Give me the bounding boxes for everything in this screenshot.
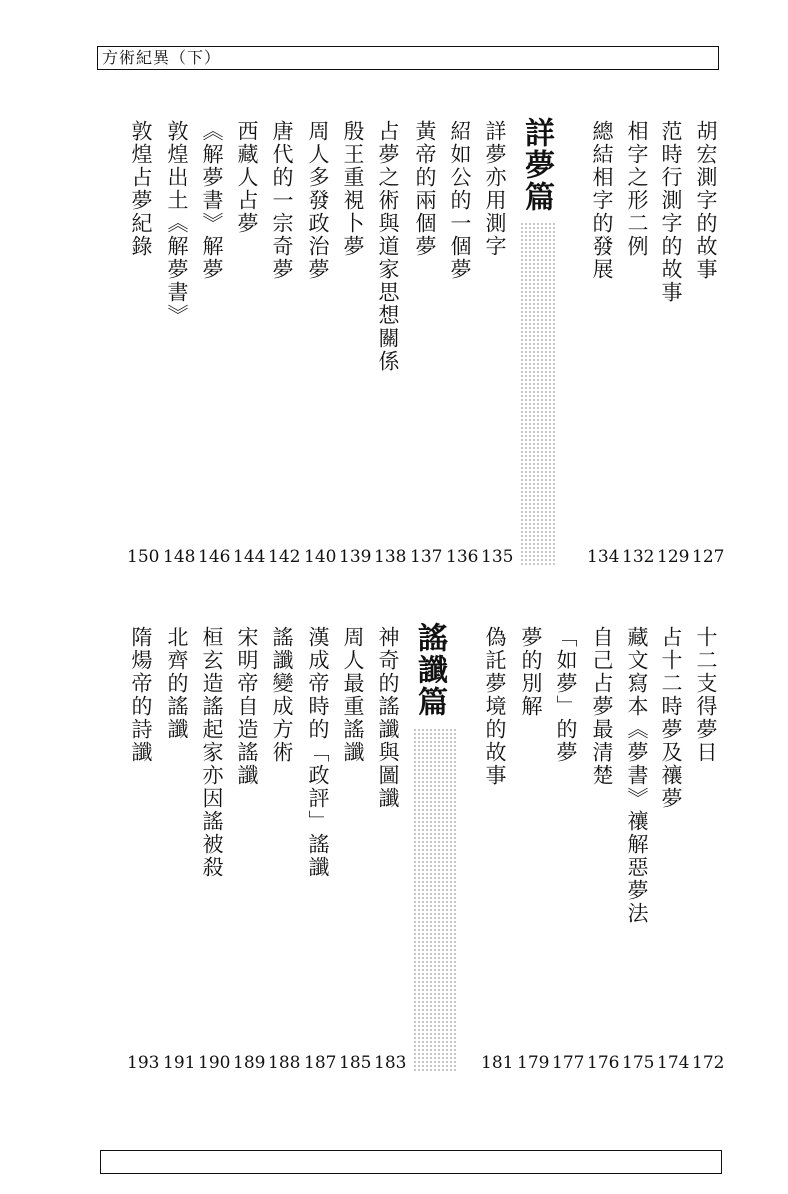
page-number: 140: [304, 547, 337, 567]
toc-entry-title: 夢的別解: [519, 626, 543, 718]
page-number: 191: [163, 1053, 196, 1073]
toc-entry-title: 占十二時夢及禳夢: [659, 626, 683, 810]
toc-entry-title: 十二支得夢日: [694, 626, 718, 764]
header-title: 方術紀異（下）: [102, 48, 222, 67]
page-number: 190: [198, 1053, 231, 1073]
page-number: 129: [657, 547, 690, 567]
page-number: 179: [517, 1053, 550, 1073]
page-number: 150: [127, 547, 160, 567]
page-number: 135: [481, 547, 514, 567]
toc-entry-title: 敦煌占夢紀錄: [129, 120, 153, 258]
running-header: [97, 46, 719, 70]
running-footer: [100, 1150, 722, 1174]
page-number: 139: [339, 547, 372, 567]
toc-entry-title: 西藏人占夢: [235, 120, 259, 235]
page-number: 144: [233, 547, 266, 567]
page-number: 183: [374, 1053, 407, 1073]
page-number: 136: [446, 547, 479, 567]
toc-entry-title: 周人最重謠讖: [341, 626, 365, 764]
page-number: 193: [127, 1053, 160, 1073]
toc-entry-title: 神奇的謠讖與圖讖: [376, 626, 400, 810]
toc-entry-title: 范時行測字的故事: [659, 120, 683, 304]
toc-entry-title: 「如夢」的夢: [554, 626, 578, 764]
toc-entry-title: 偽託夢境的故事: [483, 626, 507, 787]
toc-entry-title: 謠讖變成方術: [270, 626, 294, 764]
page-number: 188: [268, 1053, 301, 1073]
toc-entry-title: 殷王重視卜夢: [341, 120, 365, 258]
section-heading-dreams: 詳夢篇: [519, 117, 554, 213]
toc-entry-title: 自己占夢最清楚: [590, 626, 614, 787]
toc-entry-title: 胡宏測字的故事: [694, 120, 718, 281]
toc-entry-title: 桓玄造謠起家亦因謠被殺: [200, 626, 224, 879]
toc-entry-title: 占夢之術與道家思想關係: [376, 120, 400, 373]
page-number: 138: [374, 547, 407, 567]
page-number: 134: [587, 547, 620, 567]
toc-entry-title: 唐代的一宗奇夢: [270, 120, 294, 281]
toc-entry-title: 紹如公的一個夢: [448, 120, 472, 281]
page-number: 181: [481, 1053, 514, 1073]
page-number: 174: [657, 1053, 690, 1073]
toc-entry-title: 總結相字的發展: [590, 120, 614, 281]
toc-entry-title: 周人多發政治夢: [306, 120, 330, 281]
page-number: 176: [587, 1053, 620, 1073]
page-number: 132: [622, 547, 655, 567]
toc-entry-title: 北齊的謠讖: [165, 626, 189, 741]
section-dot-fill: [413, 728, 457, 1073]
page-number: 189: [233, 1053, 266, 1073]
section-dot-fill: [520, 222, 556, 567]
toc-entry-title: 漢成帝時的「政評」謠讖: [306, 626, 330, 879]
toc-entry-title: 宋明帝自造謠讖: [235, 626, 259, 787]
toc-entry-title: 敦煌出土《解夢書》: [165, 120, 189, 327]
toc-entry-title: 黃帝的兩個夢: [413, 120, 437, 258]
page-number: 172: [692, 1053, 725, 1073]
toc-entry-title: 詳夢亦用測字: [483, 120, 507, 258]
page-number: 127: [692, 547, 725, 567]
toc-entry-title: 相字之形二例: [625, 120, 649, 258]
page-number: 146: [198, 547, 231, 567]
page-number: 177: [552, 1053, 585, 1073]
page-number: 137: [410, 547, 443, 567]
page-number: 175: [622, 1053, 655, 1073]
page-number: 148: [163, 547, 196, 567]
toc-entry-title: 《解夢書》解夢: [200, 120, 224, 281]
toc-entry-title: 藏文寫本《夢書》禳解惡夢法: [625, 626, 649, 925]
section-heading-prophecy: 謠讖篇: [412, 622, 447, 718]
page-number: 142: [268, 547, 301, 567]
toc-entry-title: 隋煬帝的詩讖: [129, 626, 153, 764]
page-number: 185: [339, 1053, 372, 1073]
page-number: 187: [304, 1053, 337, 1073]
